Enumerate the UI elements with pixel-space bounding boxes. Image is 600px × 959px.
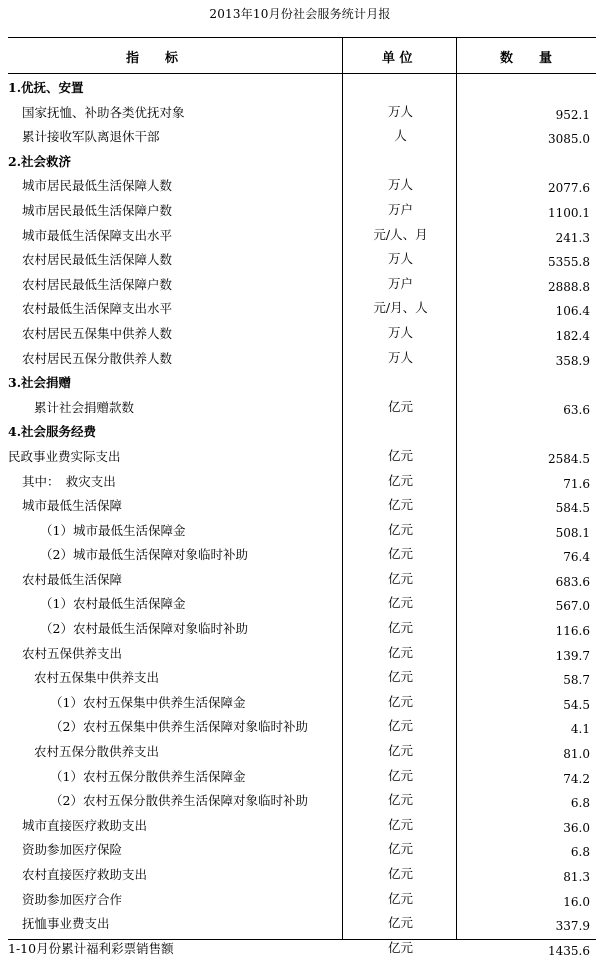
indicator-label: （2）城市最低生活保障对象临时补助 bbox=[40, 547, 248, 563]
unit-cell: 亿元 bbox=[387, 570, 413, 586]
unit-cell: 万户 bbox=[387, 201, 413, 217]
indicator-label: （1）农村最低生活保障金 bbox=[40, 596, 186, 612]
unit-cell: 元/人、月 bbox=[373, 226, 428, 242]
indicator-label: 城市最低生活保障支出水平 bbox=[22, 227, 173, 243]
indicator-label: 农村居民最低生活保障人数 bbox=[22, 252, 173, 268]
quantity-cell: 952.1 bbox=[555, 107, 590, 122]
unit-cell: 亿元 bbox=[387, 447, 413, 463]
table-row bbox=[8, 713, 596, 738]
quantity-cell: 36.0 bbox=[563, 820, 590, 835]
indicator-label: 城市直接医疗救助支出 bbox=[22, 817, 148, 833]
quantity-cell: 106.4 bbox=[555, 304, 590, 319]
header-unit: 单 位 bbox=[382, 51, 413, 66]
table-row bbox=[8, 590, 596, 615]
table-row bbox=[8, 394, 596, 419]
quantity-cell: 508.1 bbox=[555, 525, 590, 540]
indicator-label: 农村五保供养支出 bbox=[22, 645, 123, 661]
quantity-cell: 1100.1 bbox=[548, 205, 590, 220]
unit-cell: 万人 bbox=[387, 103, 413, 119]
quantity-cell: 2584.5 bbox=[548, 451, 590, 466]
quantity-cell: 1435.6 bbox=[548, 943, 590, 958]
table-row bbox=[8, 738, 596, 763]
table-row bbox=[8, 910, 596, 935]
table-row bbox=[8, 222, 596, 247]
indicator-label: 农村最低生活保障支出水平 bbox=[22, 301, 173, 317]
table-row bbox=[8, 615, 596, 640]
table-row bbox=[8, 295, 596, 320]
quantity-cell: 76.4 bbox=[563, 550, 590, 565]
table-row bbox=[8, 886, 596, 911]
unit-cell: 亿元 bbox=[387, 939, 413, 955]
table-row bbox=[8, 443, 596, 468]
table-row bbox=[8, 763, 596, 788]
unit-cell: 亿元 bbox=[387, 472, 413, 488]
quantity-cell: 337.9 bbox=[555, 919, 590, 934]
unit-cell: 亿元 bbox=[387, 521, 413, 537]
statistics-table bbox=[8, 37, 596, 958]
unit-cell: 亿元 bbox=[387, 497, 413, 513]
report-title: 2013年10月份社会服务统计月报 bbox=[209, 7, 391, 21]
quantity-cell: 567.0 bbox=[555, 599, 590, 614]
table-row bbox=[8, 123, 596, 148]
indicator-label: （2）农村五保集中供养生活保障对象临时补助 bbox=[50, 719, 308, 735]
table-row bbox=[8, 99, 596, 124]
table-row bbox=[8, 787, 596, 812]
quantity-cell: 58.7 bbox=[563, 673, 590, 688]
indicator-label: 4.社会服务经费 bbox=[8, 424, 97, 440]
indicator-label: （2）农村最低生活保障对象临时补助 bbox=[40, 621, 248, 637]
table-row bbox=[8, 197, 596, 222]
indicator-label: 城市最低生活保障 bbox=[22, 498, 123, 514]
indicator-label: 城市居民最低生活保障户数 bbox=[22, 202, 173, 218]
indicator-label: 资助参加医疗合作 bbox=[22, 891, 123, 907]
quantity-cell: 241.3 bbox=[555, 230, 590, 245]
indicator-label: 1-10月份累计福利彩票销售额 bbox=[8, 940, 174, 956]
indicator-label: 农村居民五保集中供养人数 bbox=[22, 325, 173, 341]
unit-cell: 元/月、人 bbox=[373, 300, 428, 316]
indicator-label: 资助参加医疗保险 bbox=[22, 842, 123, 858]
unit-cell: 亿元 bbox=[387, 546, 413, 562]
unit-cell: 亿元 bbox=[387, 816, 413, 832]
indicator-label: 其中： 救灾支出 bbox=[22, 473, 116, 489]
indicator-label: 农村直接医疗救助支出 bbox=[22, 867, 148, 882]
indicator-label: 民政事业费实际支出 bbox=[8, 448, 121, 464]
table-row bbox=[8, 812, 596, 837]
unit-cell: 万人 bbox=[387, 324, 413, 340]
indicator-label: 农村居民五保分散供养人数 bbox=[22, 350, 173, 366]
table-row bbox=[8, 689, 596, 714]
header-indicator: 指 标 bbox=[126, 51, 179, 66]
unit-cell: 万人 bbox=[387, 349, 413, 365]
indicator-label: 2.社会救济 bbox=[8, 153, 72, 169]
table-row bbox=[8, 664, 596, 689]
unit-cell: 亿元 bbox=[387, 866, 413, 881]
table-row bbox=[8, 271, 596, 296]
section-heading-row bbox=[8, 148, 596, 173]
quantity-cell: 16.0 bbox=[563, 894, 590, 909]
table-row bbox=[8, 172, 596, 197]
unit-cell: 万人 bbox=[387, 177, 413, 193]
section-heading-row bbox=[8, 418, 596, 443]
unit-cell: 亿元 bbox=[387, 669, 413, 685]
quantity-cell: 683.6 bbox=[555, 574, 590, 589]
quantity-cell: 81.0 bbox=[563, 747, 590, 762]
quantity-cell: 2077.6 bbox=[548, 181, 590, 196]
table-header bbox=[8, 38, 596, 74]
quantity-cell: 139.7 bbox=[555, 648, 590, 663]
indicator-label: （1）城市最低生活保障金 bbox=[40, 522, 186, 538]
table-body bbox=[8, 74, 596, 959]
table-row bbox=[8, 517, 596, 542]
indicator-label: （1）农村五保集中供养生活保障金 bbox=[50, 694, 246, 710]
quantity-cell: 63.6 bbox=[563, 402, 590, 417]
indicator-label: 城市居民最低生活保障人数 bbox=[22, 178, 173, 194]
quantity-cell: 81.3 bbox=[563, 870, 590, 884]
quantity-cell: 54.5 bbox=[563, 697, 590, 712]
quantity-cell: 74.2 bbox=[563, 771, 590, 786]
table-row bbox=[8, 836, 596, 861]
unit-cell: 亿元 bbox=[387, 398, 413, 414]
indicator-label: 农村最低生活保障 bbox=[22, 571, 123, 587]
unit-cell: 万人 bbox=[387, 251, 413, 267]
unit-cell: 亿元 bbox=[387, 644, 413, 660]
unit-cell: 亿元 bbox=[387, 915, 413, 931]
quantity-cell: 6.8 bbox=[570, 796, 590, 811]
unit-cell: 亿元 bbox=[387, 890, 413, 906]
table-row bbox=[8, 345, 596, 370]
table-row bbox=[8, 541, 596, 566]
quantity-cell: 6.8 bbox=[570, 845, 590, 860]
indicator-label: 农村五保分散供养支出 bbox=[34, 744, 160, 760]
unit-cell: 亿元 bbox=[387, 718, 413, 734]
unit-cell: 人 bbox=[394, 128, 407, 144]
indicator-label: 1.优抚、安置 bbox=[8, 80, 84, 95]
quantity-cell: 358.9 bbox=[555, 353, 590, 368]
indicator-label: 3.社会捐赠 bbox=[8, 375, 72, 391]
section-heading-row bbox=[8, 369, 596, 394]
quantity-cell: 116.6 bbox=[555, 624, 590, 639]
quantity-cell: 3085.0 bbox=[548, 132, 590, 147]
table-row bbox=[8, 861, 596, 886]
unit-cell: 亿元 bbox=[387, 767, 413, 783]
quantity-cell: 2888.8 bbox=[548, 279, 590, 294]
unit-cell: 亿元 bbox=[387, 595, 413, 611]
indicator-label: 国家抚恤、补助各类优抚对象 bbox=[22, 104, 185, 120]
unit-cell: 万户 bbox=[387, 275, 413, 291]
table-row bbox=[8, 566, 596, 591]
table-row bbox=[8, 935, 596, 959]
quantity-cell: 71.6 bbox=[563, 476, 590, 491]
table-row bbox=[8, 468, 596, 493]
table-row bbox=[8, 492, 596, 517]
header-quantity: 数 量 bbox=[500, 51, 553, 66]
indicator-label: 累计接收军队离退休干部 bbox=[22, 129, 160, 145]
indicator-label: 农村居民最低生活保障户数 bbox=[22, 276, 173, 292]
unit-cell: 亿元 bbox=[387, 693, 413, 709]
indicator-label: 抚恤事业费支出 bbox=[22, 916, 110, 932]
quantity-cell: 5355.8 bbox=[548, 255, 590, 270]
unit-cell: 亿元 bbox=[387, 620, 413, 636]
indicator-label: （1）农村五保分散供养生活保障金 bbox=[50, 768, 246, 784]
unit-cell: 亿元 bbox=[387, 792, 413, 808]
quantity-cell: 182.4 bbox=[555, 328, 590, 343]
indicator-label: 累计社会捐赠款数 bbox=[34, 399, 135, 415]
table-row bbox=[8, 246, 596, 271]
indicator-label: （2）农村五保分散供养生活保障对象临时补助 bbox=[50, 793, 308, 809]
unit-cell: 亿元 bbox=[387, 743, 413, 759]
unit-cell: 亿元 bbox=[387, 841, 413, 857]
quantity-cell: 4.1 bbox=[570, 722, 590, 737]
quantity-cell: 584.5 bbox=[555, 501, 590, 516]
indicator-label: 农村五保集中供养支出 bbox=[34, 670, 160, 686]
table-row bbox=[8, 640, 596, 665]
section-heading-row bbox=[8, 74, 596, 99]
table-row bbox=[8, 320, 596, 345]
